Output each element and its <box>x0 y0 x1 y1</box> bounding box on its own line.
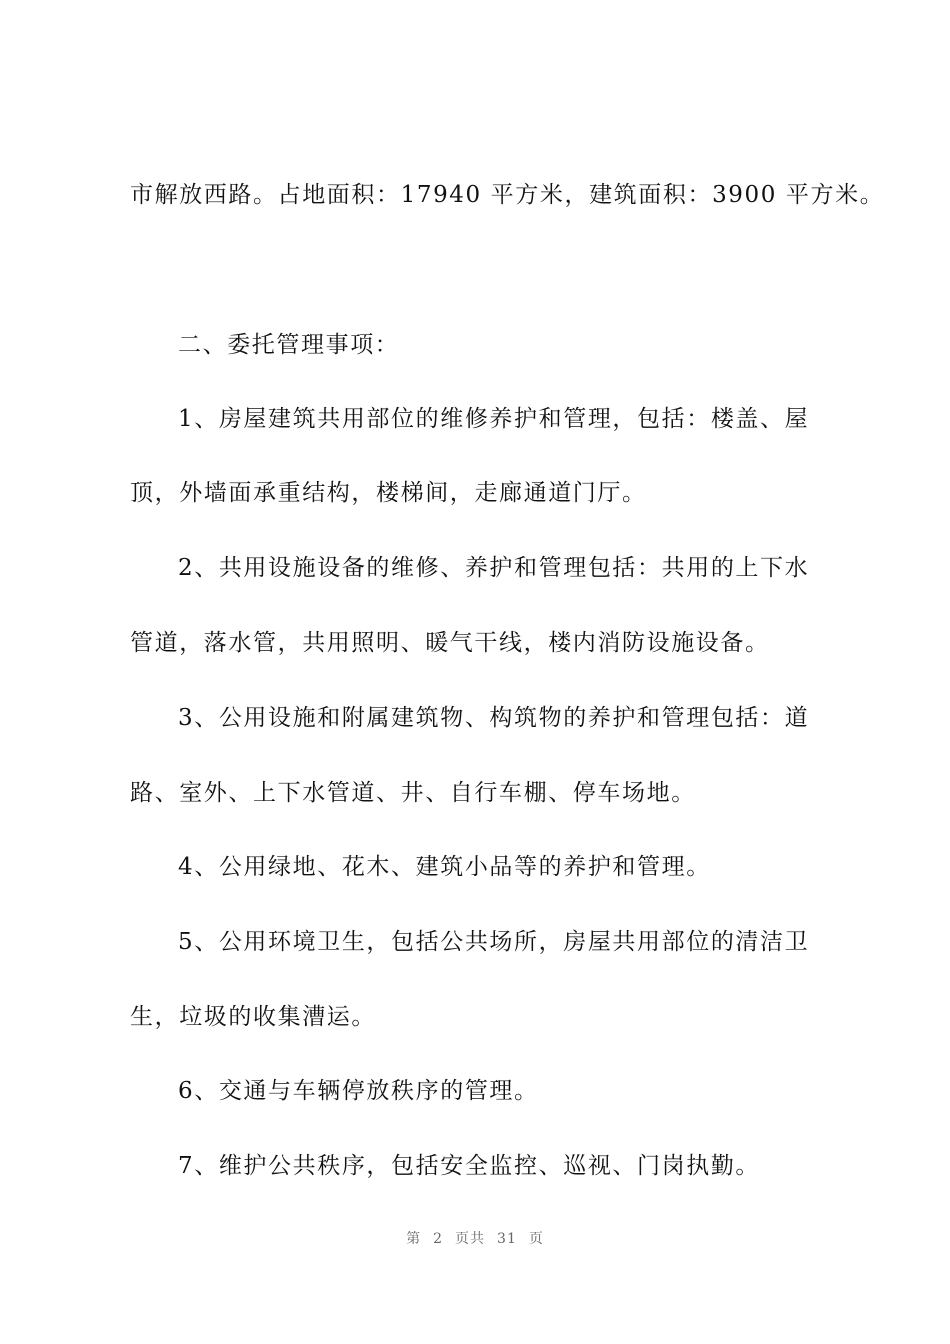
paragraph-line: 顶，外墙面承重结构，楼梯间，走廊通道门厅。 <box>130 480 647 506</box>
footer-suffix: 页 <box>528 1231 544 1247</box>
paragraph-line: 管道，落水管，共用照明、暖气干线，楼内消防设施设备。 <box>130 630 770 656</box>
paragraph-line: 路、室外、上下水管道、井、自行车棚、停车场地。 <box>130 780 696 806</box>
footer-prefix: 第 <box>406 1231 422 1247</box>
section-heading: 二、委托管理事项： <box>178 332 400 358</box>
paragraph-line: 1、房屋建筑共用部位的维修养护和管理，包括：楼盖、屋 <box>178 406 810 432</box>
paragraph-line: 市解放西路。占地面积：17940 平方米，建筑面积：3900 平方米。 <box>130 182 885 208</box>
page-number: 2 <box>433 1231 444 1247</box>
paragraph-line: 5、公用环境卫生，包括公共场所，房屋共用部位的清洁卫 <box>178 929 810 955</box>
paragraph-line: 生，垃圾的收集漕运。 <box>130 1004 376 1030</box>
footer-middle: 页共 <box>455 1231 486 1247</box>
total-pages: 31 <box>497 1231 517 1247</box>
paragraph-line: 7、维护公共秩序，包括安全监控、巡视、门岗执勤。 <box>178 1153 761 1179</box>
paragraph-line: 6、交通与车辆停放秩序的管理。 <box>178 1078 539 1104</box>
paragraph-line: 3、公用设施和附属建筑物、构筑物的养护和管理包括：道 <box>178 705 810 731</box>
paragraph-line: 4、公用绿地、花木、建筑小品等的养护和管理。 <box>178 854 711 880</box>
paragraph-line: 2、共用设施设备的维修、养护和管理包括：共用的上下水 <box>178 555 810 581</box>
page-footer <box>0 1228 950 1248</box>
